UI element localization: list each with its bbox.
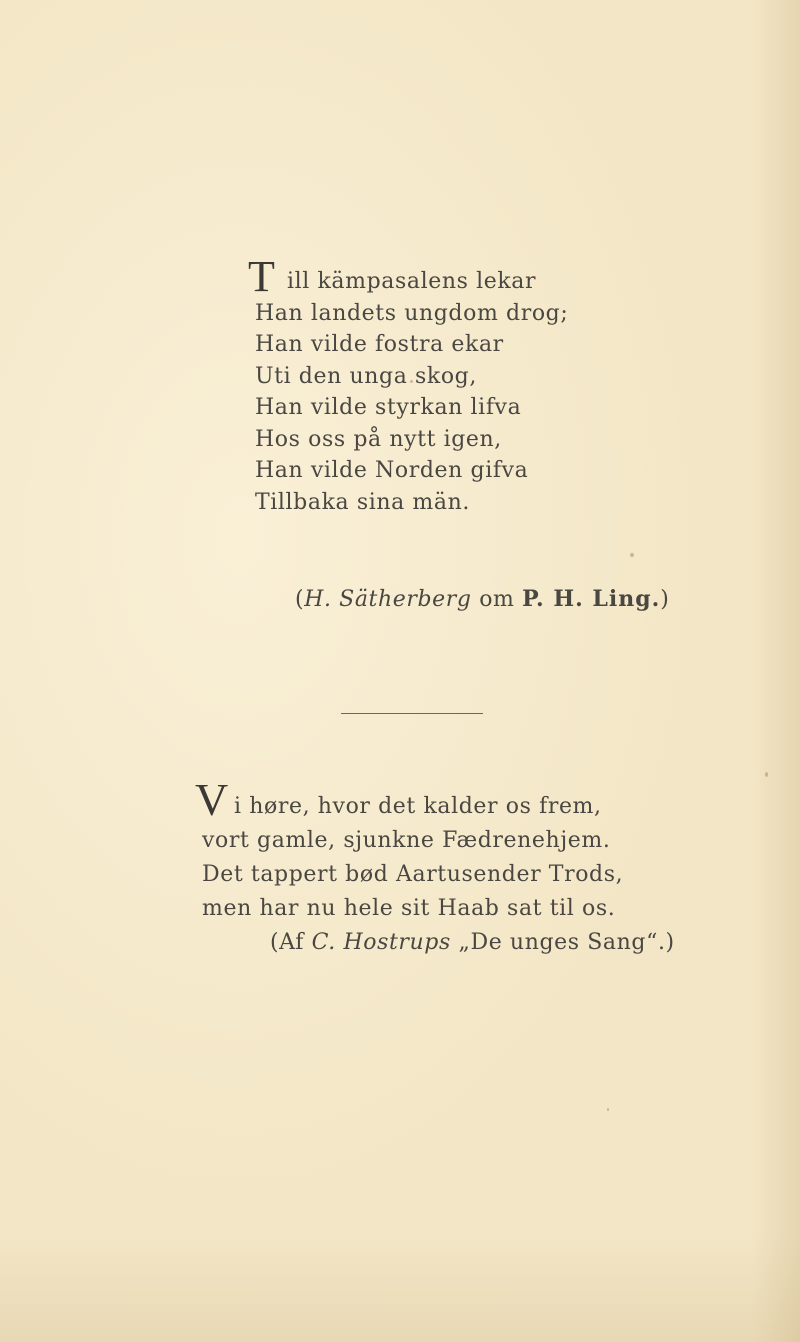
- poem-1-line-7: Han vilde Norden gifva: [255, 458, 529, 483]
- poem-1-line-8: Tillbaka sina män.: [255, 489, 470, 515]
- attribution-close-paren: ): [660, 587, 670, 612]
- poem-2-attribution: [270, 930, 675, 955]
- attribution-subject: P. H. Ling.: [522, 586, 661, 612]
- attribution-author: H. Sätherberg: [304, 587, 472, 612]
- drop-cap-v: V: [195, 774, 229, 825]
- paper-speck: [607, 1108, 609, 1111]
- poem-2-line-3: Det tappert bød Aartusender Trods,: [202, 862, 624, 887]
- paper-speck: [765, 772, 768, 777]
- poem-1-line-3: Han vilde fostra ekar: [255, 332, 504, 357]
- paper-speck: [410, 380, 413, 383]
- poem-1-attribution: [295, 586, 669, 612]
- poem-2-line-1: [195, 774, 623, 825]
- attribution-open-paren: (: [295, 587, 305, 612]
- poem-stanza-1: [248, 252, 569, 518]
- section-divider: [341, 713, 483, 714]
- poem-1-line-2: Han landets ungdom drog;: [255, 300, 569, 326]
- poem-1-line-1: [248, 252, 568, 301]
- attribution-2-open: (Af: [270, 930, 312, 955]
- attribution-middle: om: [471, 587, 523, 612]
- poem-1-line-5: Han vilde styrkan lifva: [255, 395, 522, 420]
- poem-1-line-6: Hos oss på nytt igen,: [255, 426, 502, 452]
- poem-stanza-2: [195, 774, 624, 926]
- poem-2-line-1-text: i høre, hvor det kalder os frem,: [234, 794, 602, 819]
- attribution-2-author: C. Hostrups: [311, 930, 451, 955]
- attribution-2-rest: „De unges Sang“.): [450, 930, 675, 955]
- poem-2-line-4: men har nu hele sit Haab sat til os.: [202, 896, 616, 921]
- poem-1-line-1-text: ill kämpasalens lekar: [287, 269, 537, 294]
- drop-cap-t: T: [248, 252, 276, 301]
- paper-speck: [630, 553, 634, 557]
- poem-1-line-4: Uti den unga skog,: [255, 363, 477, 389]
- poem-2-line-2: vort gamle, sjunkne Fædrenehjem.: [202, 828, 611, 853]
